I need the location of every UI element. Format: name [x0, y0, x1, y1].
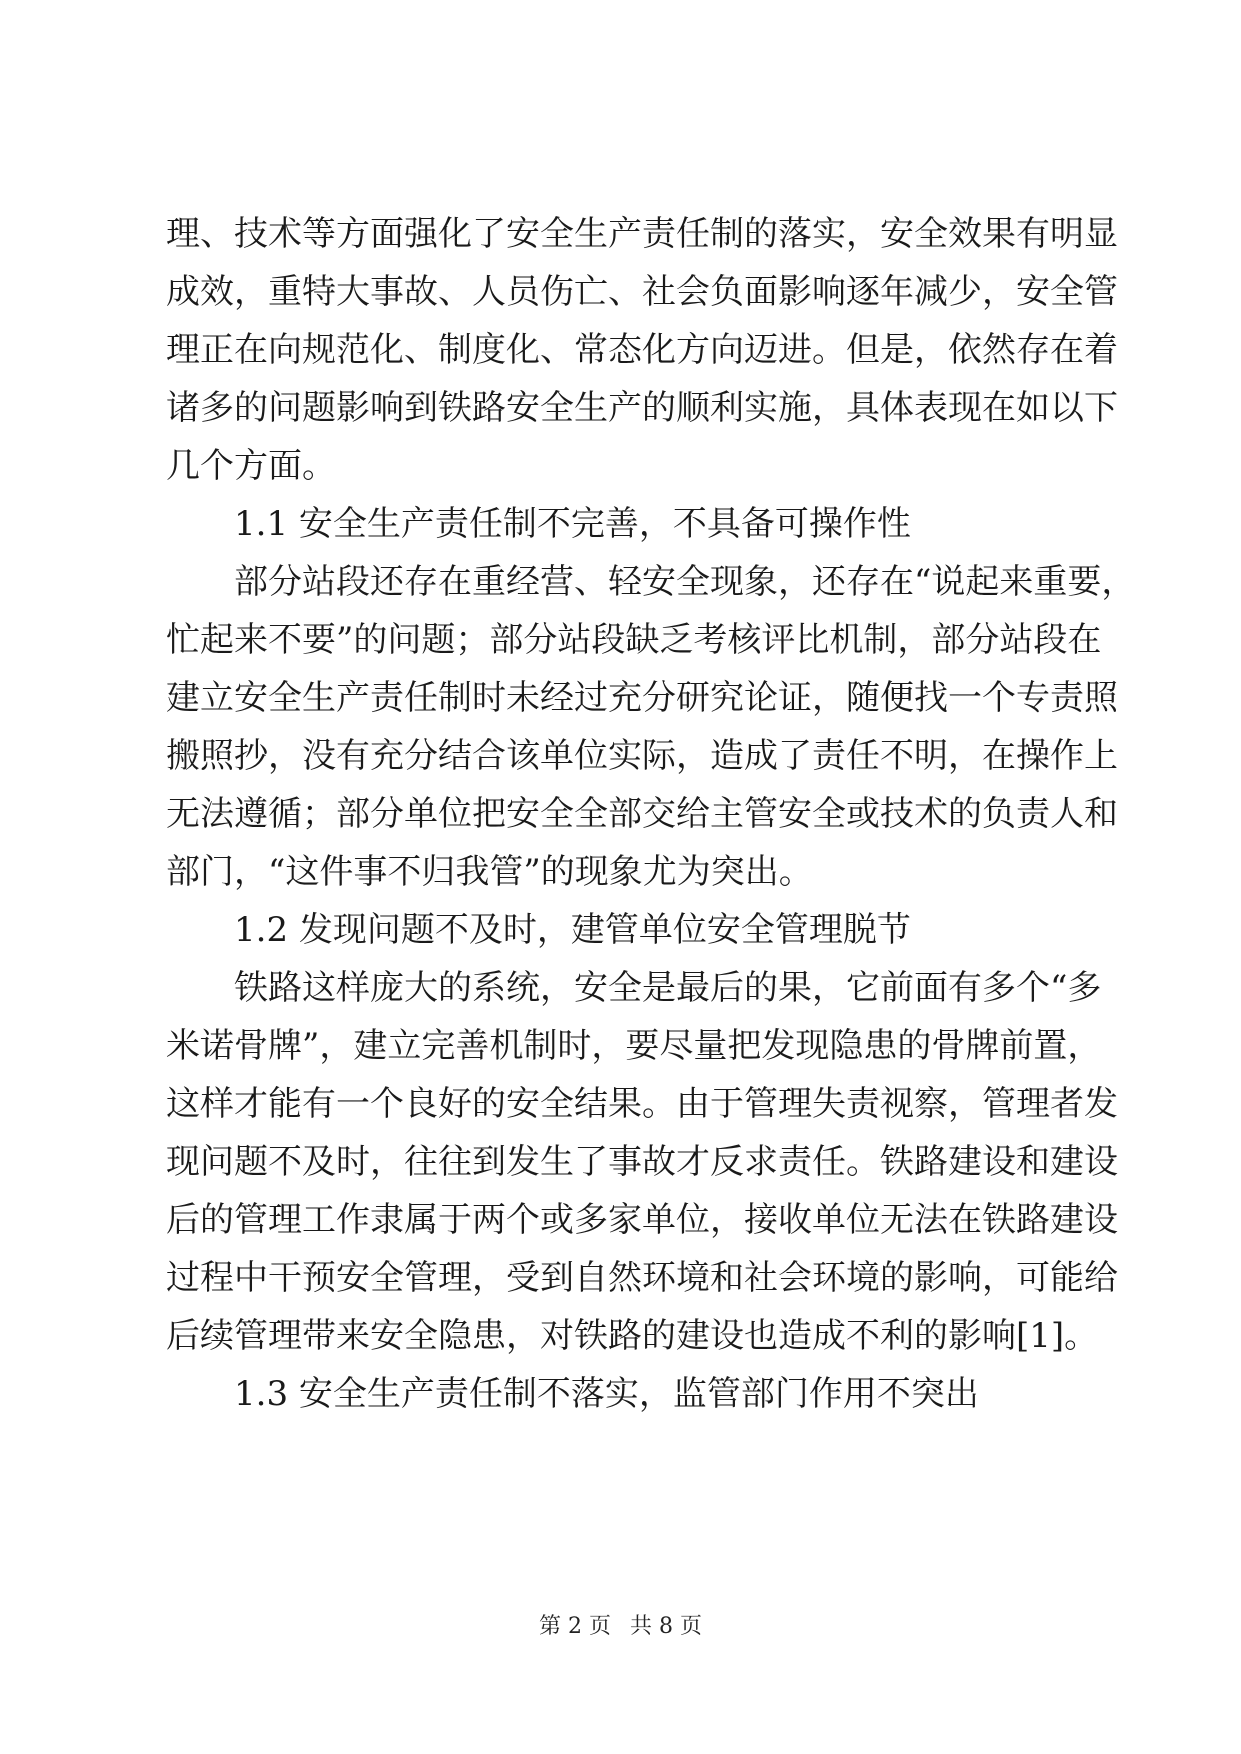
body-line: 建立安全生产责任制时未经过充分研究论证，随便找一个专责照 [166, 678, 1118, 718]
body-line: 现问题不及时，往往到发生了事故才反求责任。铁路建设和建设 [166, 1142, 1118, 1182]
section-heading-1-3: 1.3 安全生产责任制不落实，监管部门作用不突出 [234, 1374, 979, 1414]
body-line: 忙起来不要”的问题；部分站段缺乏考核评比机制，部分站段在 [166, 620, 1102, 660]
body-line: 理、技术等方面强化了安全生产责任制的落实，安全效果有明显 [166, 214, 1118, 254]
section-heading-1-2: 1.2 发现问题不及时，建管单位安全管理脱节 [234, 910, 911, 950]
body-line: 这样才能有一个良好的安全结果。由于管理失责视察，管理者发 [166, 1084, 1118, 1124]
body-line: 后的管理工作隶属于两个或多家单位，接收单位无法在铁路建设 [166, 1200, 1118, 1240]
body-line: 搬照抄，没有充分结合该单位实际，造成了责任不明，在操作上 [166, 736, 1118, 776]
paragraph-first-line: 部分站段还存在重经营、轻安全现象，还存在“说起来重要， [234, 562, 1136, 602]
body-line: 部门，“这件事不归我管”的现象尤为突出。 [166, 852, 813, 892]
body-line: 过程中干预安全管理，受到自然环境和社会环境的影响，可能给 [166, 1258, 1118, 1298]
body-line: 后续管理带来安全隐患，对铁路的建设也造成不利的影响[1]。 [166, 1316, 1099, 1356]
body-line: 诸多的问题影响到铁路安全生产的顺利实施，具体表现在如以下 [166, 388, 1118, 428]
page-footer [0, 1612, 1241, 1642]
section-heading-1-1: 1.1 安全生产责任制不完善，不具备可操作性 [234, 504, 911, 544]
body-line: 无法遵循；部分单位把安全全部交给主管安全或技术的负责人和 [166, 794, 1118, 834]
page-total: 共 8 页 [630, 1614, 702, 1639]
body-line: 米诺骨牌”，建立完善机制时，要尽量把发现隐患的骨牌前置， [166, 1026, 1102, 1066]
body-line: 理正在向规范化、制度化、常态化方向迈进。但是，依然存在着 [166, 330, 1118, 370]
page-number: 第 2 页 [539, 1614, 611, 1639]
paragraph-first-line: 铁路这样庞大的系统，安全是最后的果，它前面有多个“多 [234, 968, 1102, 1008]
body-line: 成效，重特大事故、人员伤亡、社会负面影响逐年减少，安全管 [166, 272, 1118, 312]
body-line: 几个方面。 [166, 446, 336, 486]
